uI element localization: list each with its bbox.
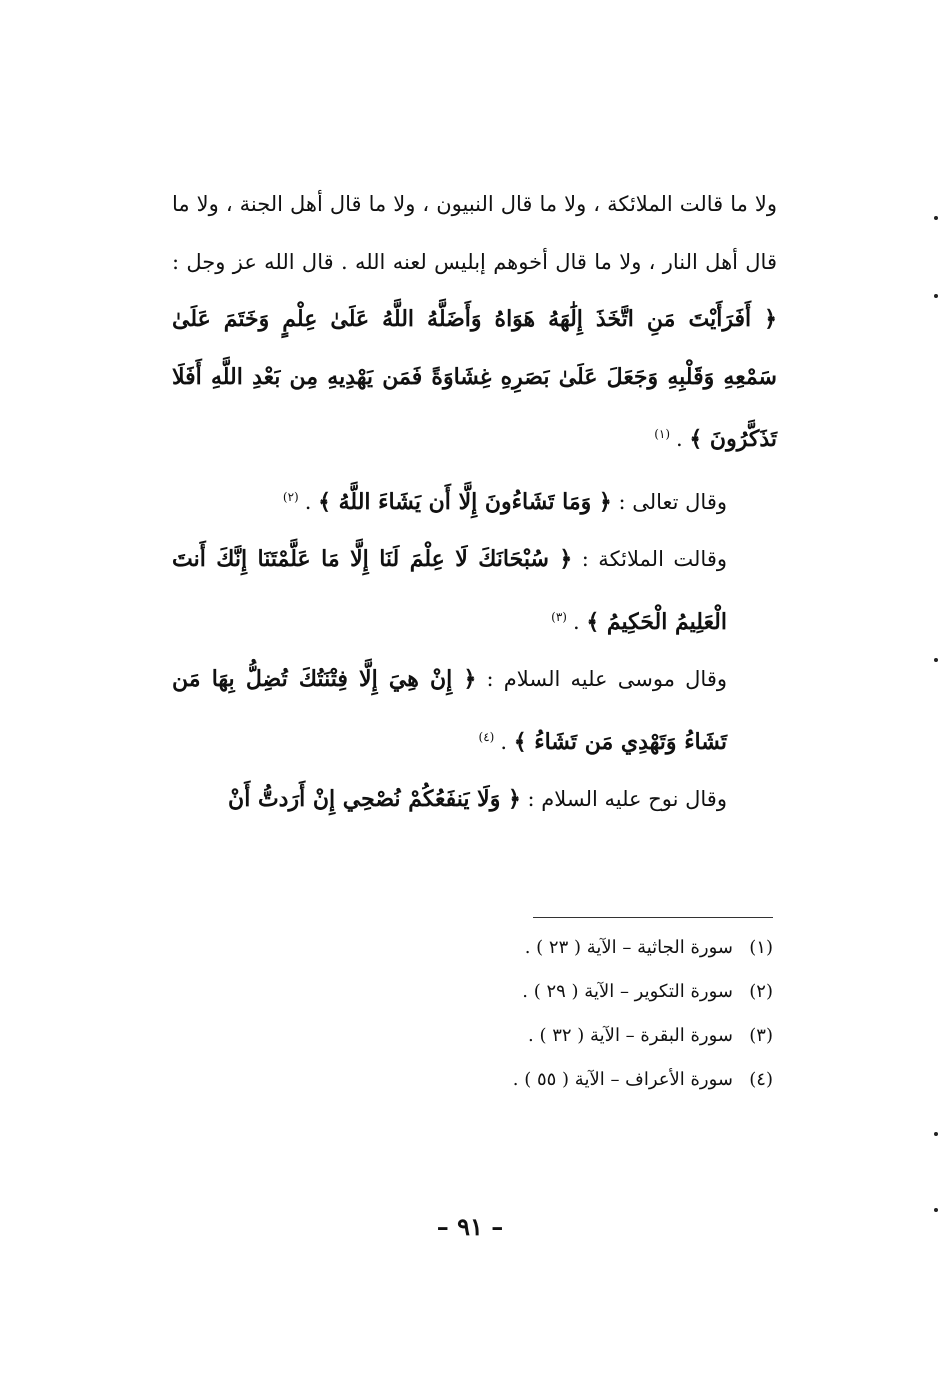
quran-verse-3: ﴿ سُبْحَانَكَ لَا عِلْمَ لَنَا إِلَّا مَا عَلَّمْتَنَا إِنَّكَ أَنتَ الْعَلِيمُ الْحَكِيمُ ﴾ (172, 546, 727, 635)
quran-verse-1: ﴿ أَفَرَأَيْتَ مَنِ اتَّخَذَ إِلَٰهَهُ هَوَاهُ وَأَضَلَّهُ اللَّهُ عَلَىٰ عِلْمٍ وَخَتَمَ عَلَىٰ سَمْعِهِ وَقَلْبِهِ وَجَعَلَ عَلَىٰ بَصَرِهِ غِشَاوَةً فَمَن يَهْدِيهِ مِن بَعْدِ اللَّهِ أَفَلَا تَذَكَّرُونَ ﴾ (172, 306, 777, 452)
footnote-ref-4: (٤) (478, 729, 495, 744)
paragraph-1-text-a: ولا ما قالت الملائكة ، ولا ما قال النبيون ، ولا ما قال أهل الجنة ، ولا ما قال أهل النار ، ولا ما قال أخوهم إبليس لعنه الله . قال الله عز وجل : (172, 192, 777, 274)
footnotes (300, 926, 773, 1102)
paragraph-4 (172, 651, 777, 771)
page-number: – ٩١ – (436, 1212, 504, 1241)
footnote-ref-2: (٢) (282, 489, 299, 504)
quran-verse-2: ﴿ وَمَا تَشَاءُونَ إِلَّا أَن يَشَاءَ اللَّهُ ﴾ (318, 488, 612, 515)
footnote-ref-3: (٣) (551, 609, 567, 624)
footnote-text: سورة التكوير – الآية ( ٢٩ ) . (522, 981, 733, 1002)
footnote-text: سورة البقرة – الآية ( ٣٢ ) . (528, 1025, 733, 1046)
scan-speck (934, 658, 938, 662)
paragraph-2-period: . (304, 489, 319, 514)
footnote-number: (٣) (749, 1025, 773, 1046)
paragraph-4-text-a: وقال موسى عليه السلام : (476, 667, 727, 691)
footnote-separator (533, 917, 773, 918)
quran-verse-5: ﴿ وَلَا يَنفَعُكُمْ نُصْحِي إِنْ أَرَدتُّ أَنْ (228, 786, 521, 812)
paragraph-1 (172, 176, 777, 469)
paragraph-2-text-a: وقال تعالى : (611, 489, 727, 514)
paragraph-3-text-a: وقالت الملائكة : (572, 547, 727, 571)
footnote-3 (300, 1014, 773, 1058)
scan-speck (934, 294, 938, 298)
footnote-text: سورة الأعراف – الآية ( ٥٥ ) . (512, 1069, 733, 1090)
paragraph-1-period: . (676, 427, 690, 451)
footnote-text: سورة الجاثية – الآية ( ٢٣ ) . (524, 937, 733, 958)
scan-speck (934, 1132, 938, 1136)
footnote-4 (300, 1058, 773, 1102)
footnote-2 (300, 970, 773, 1014)
quran-verse-4: ﴿ إِنْ هِيَ إِلَّا فِتْنَتُكَ تُضِلُّ بِهَا مَن تَشَاءُ وَتَهْدِي مَن تَشَاءُ ﴾ (172, 666, 727, 755)
scan-speck (934, 216, 938, 220)
paragraph-3-period: . (572, 609, 587, 634)
footnote-ref-1: (١) (654, 427, 671, 441)
main-text (172, 176, 777, 829)
paragraph-3 (172, 531, 777, 651)
footnote-1 (300, 926, 773, 970)
footnote-number: (٤) (749, 1069, 773, 1090)
scan-speck (934, 1208, 938, 1212)
paragraph-2 (172, 469, 777, 532)
footnote-number: (١) (749, 937, 773, 958)
paragraph-5 (172, 771, 777, 829)
paragraph-5-text-a: وقال نوح عليه السلام : (520, 787, 727, 811)
footnote-number: (٢) (749, 981, 773, 1002)
paragraph-4-period: . (500, 729, 514, 754)
